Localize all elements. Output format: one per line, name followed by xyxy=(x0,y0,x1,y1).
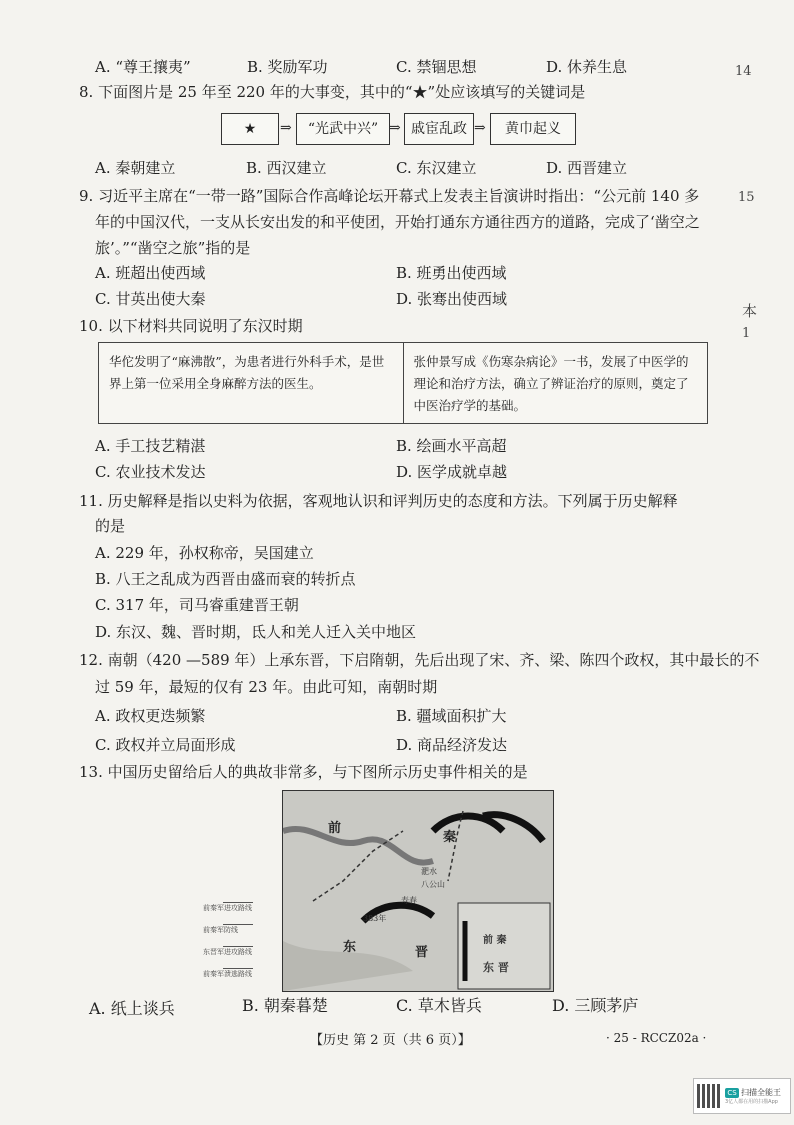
q11-stem-line-2: 的是 xyxy=(95,517,126,535)
inset-map xyxy=(458,903,550,989)
flow-box-guangwu: “光武中兴” xyxy=(296,113,390,145)
map-label-feishui: 淝水 xyxy=(421,867,437,876)
material-huatuo: 华佗发明了“麻沸散”，为患者进行外科手术，是世界上第一位采用全身麻醉方法的医生。 xyxy=(109,354,385,391)
q9-option-a: A. 班超出使西域 xyxy=(95,264,206,282)
qr-code-icon xyxy=(697,1084,721,1108)
battle-map xyxy=(282,790,554,992)
map-drawing xyxy=(283,791,553,991)
q9-option-d: D. 张骞出使西域 xyxy=(396,290,508,308)
q9-stem-line-3: 旅’。”“凿空之旅”指的是 xyxy=(95,239,251,257)
q10-option-b: B. 绘画水平高超 xyxy=(396,437,507,455)
flow-arrow: ⇒ xyxy=(474,120,486,136)
q13-option-c: C. 草木皆兵 xyxy=(396,996,482,1015)
q12-option-d: D. 商品经济发达 xyxy=(396,736,508,754)
q10-option-d: D. 医学成就卓越 xyxy=(396,463,508,481)
q12-stem-line-1: 12. 南朝（420 —589 年）上承东晋，下启隋朝，先后出现了宋、齐、梁、陈四个政权，其中最长的不 xyxy=(79,651,760,669)
q9-option-b: B. 班勇出使西域 xyxy=(396,264,507,282)
map-inset-dong-jin: 东 晋 xyxy=(483,961,509,974)
legend-item: 前秦军溃逃路线 xyxy=(203,970,252,978)
material-table xyxy=(98,342,708,424)
camscanner-logo-icon: CS xyxy=(725,1088,739,1098)
flow-box-star: ★ xyxy=(221,113,279,145)
q7-option-c: C. 禁锢思想 xyxy=(396,58,477,76)
q13-option-b: B. 朝秦暮楚 xyxy=(242,996,328,1015)
legend-item: 东晋军进攻路线 xyxy=(203,948,252,956)
flow-box-qihuan: 戚宦乱政 xyxy=(404,113,474,145)
q9-stem-line-2: 年的中国汉代，一支从长安出发的和平使团，开始打通东方通往西方的道路，完成了‘凿空之 xyxy=(95,213,700,231)
flow-arrow: ⇒ xyxy=(280,120,292,136)
q12-stem-line-2: 过 59 年，最短的仅有 23 年。由此可知，南朝时期 xyxy=(95,678,438,696)
q8-option-c: C. 东汉建立 xyxy=(396,159,477,177)
q9-stem-line-1: 9. 习近平主席在“一带一路”国际合作高峰论坛开幕式上发表主旨演讲时指出：“公元前 140 多 xyxy=(79,187,700,205)
q10-option-c: C. 农业技术发达 xyxy=(95,463,206,481)
margin-mark: 本 xyxy=(742,302,758,320)
material-zhangzhongjing: 张仲景写成《伤寒杂病论》一书，发展了中医学的理论和治疗方法，确立了辨证治疗的原则，奠定了中医治疗学的基础。 xyxy=(403,343,708,423)
q13-option-a: A. 纸上谈兵 xyxy=(89,999,175,1018)
scanner-badge xyxy=(693,1078,791,1114)
map-label-year: 383年 xyxy=(363,914,387,923)
page-footer: 【历史 第 2 页（共 6 页）】 xyxy=(310,1033,471,1048)
scanner-tagline: 3亿人都在用的扫描App xyxy=(725,1098,778,1105)
q11-option-b: B. 八王之乱成为西晋由盛而衰的转折点 xyxy=(95,570,356,588)
margin-mark: 15 xyxy=(738,190,755,205)
q12-option-b: B. 疆域面积扩大 xyxy=(396,707,507,725)
map-label-qian: 前 xyxy=(328,821,342,836)
q7-option-b: B. 奖励军功 xyxy=(247,58,328,76)
q8-option-a: A. 秦朝建立 xyxy=(95,159,176,177)
q7-option-d: D. 休养生息 xyxy=(546,58,628,76)
q10-stem: 10. 以下材料共同说明了东汉时期 xyxy=(79,317,303,335)
paper-code: · 25 - RCCZ02a · xyxy=(606,1031,707,1045)
scanner-name: 扫描全能王 xyxy=(741,1087,781,1097)
q9-option-c: C. 甘英出使大秦 xyxy=(95,290,206,308)
q8-option-d: D. 西晋建立 xyxy=(546,159,628,177)
flow-arrow: ⇒ xyxy=(389,120,401,136)
map-inset-qin: 前 秦 xyxy=(483,935,507,946)
map-label-dong: 东 xyxy=(343,940,357,955)
q11-stem-line-1: 11. 历史解释是指以史料为依据，客观地认识和评判历史的态度和方法。下列属于历史解释 xyxy=(79,492,678,510)
map-legend xyxy=(203,900,283,988)
river-path xyxy=(283,829,433,863)
q8-option-b: B. 西汉建立 xyxy=(246,159,327,177)
q8-stem: 8. 下面图片是 25 年至 220 年的大事变，其中的“★”处应该填写的关键词是 xyxy=(79,83,586,101)
scanner-text-group xyxy=(725,1088,781,1105)
q13-stem: 13. 中国历史留给后人的典故非常多，与下图所示历史事件相关的是 xyxy=(79,763,528,781)
q11-option-c: C. 317 年，司马睿重建晋王朝 xyxy=(95,596,299,614)
q10-option-a: A. 手工技艺精湛 xyxy=(95,437,206,455)
map-label-qin: 秦 xyxy=(443,830,457,845)
margin-mark: 1 xyxy=(742,326,751,341)
margin-mark: 14 xyxy=(735,64,752,79)
q7-option-a: A. “尊王攘夷” xyxy=(95,58,191,76)
q11-option-a: A. 229 年，孙权称帝，吴国建立 xyxy=(95,544,314,562)
map-label-shouchun: 寿春 xyxy=(401,896,417,905)
q11-option-d: D. 东汉、魏、晋时期，氐人和羌人迁入关中地区 xyxy=(95,623,417,641)
map-label-jin: 晋 xyxy=(415,945,429,960)
q12-option-c: C. 政权并立局面形成 xyxy=(95,736,236,754)
q13-option-d: D. 三顾茅庐 xyxy=(552,996,639,1015)
q12-option-a: A. 政权更迭频繁 xyxy=(95,707,206,725)
legend-item: 前秦军进攻路线 xyxy=(203,904,252,912)
legend-item: 前秦军防线 xyxy=(203,924,283,944)
flow-box-huangjin: 黄巾起义 xyxy=(490,113,576,145)
map-label-bagongshan: 八公山 xyxy=(421,880,445,889)
